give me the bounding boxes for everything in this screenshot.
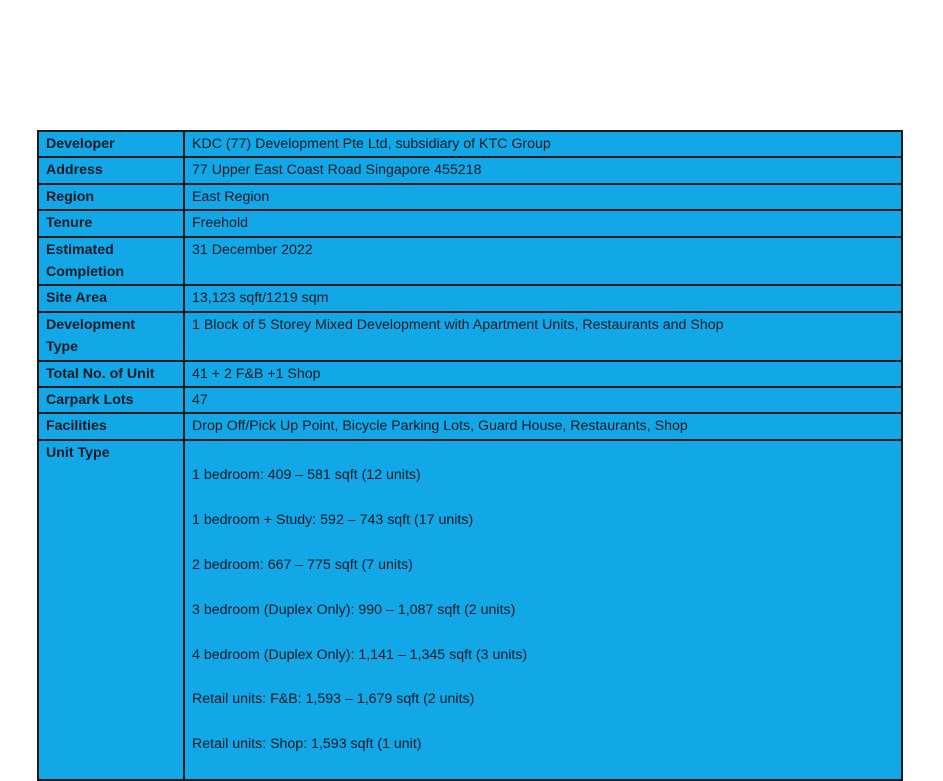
spec-table <box>39 130 901 781</box>
row-value-development-type: 1 Block of 5 Storey Mixed Development with Apartment Units, Restaurants and Shop <box>185 313 901 360</box>
project-details-table <box>37 130 903 781</box>
row-label-address: Address <box>39 158 185 182</box>
row-value-carpark-lots: 47 <box>185 388 901 412</box>
row-value-region: East Region <box>185 185 901 209</box>
unit-type-line: 2 bedroom: 667 – 775 sqft (7 units) <box>192 556 413 573</box>
unit-type-line: 1 bedroom + Study: 592 – 743 sqft (17 units) <box>192 512 474 529</box>
table-row <box>39 158 901 182</box>
table-row <box>39 132 901 156</box>
table-row <box>39 238 901 285</box>
row-value-site-area: 13,123 sqft/1219 sqm <box>185 286 901 310</box>
row-label-developer: Developer <box>39 132 185 156</box>
unit-type-line: 3 bedroom (Duplex Only): 990 – 1,087 sqft (2 units) <box>192 601 516 618</box>
row-label-facilities: Facilities <box>39 414 185 438</box>
row-label-carpark-lots: Carpark Lots <box>39 388 185 412</box>
row-value-facilities: Drop Off/Pick Up Point, Bicycle Parking Lots, Guard House, Restaurants, Shop <box>185 414 901 438</box>
row-value-estimated-completion: 31 December 2022 <box>185 238 901 285</box>
row-label-development-type: Development Type <box>39 313 185 360</box>
row-value-unit-type <box>185 441 901 779</box>
table-row <box>39 362 901 386</box>
table-row <box>39 185 901 209</box>
row-label-total-units: Total No. of Unit <box>39 362 185 386</box>
row-label-region: Region <box>39 185 185 209</box>
row-value-tenure: Freehold <box>185 211 901 235</box>
row-value-developer: KDC (77) Development Pte Ltd, subsidiary of KTC Group <box>185 132 901 156</box>
table-row <box>39 313 901 360</box>
table-row <box>39 388 901 412</box>
unit-type-line: 1 bedroom: 409 – 581 sqft (12 units) <box>192 467 421 484</box>
unit-type-line: Retail units: F&B: 1,593 – 1,679 sqft (2 units) <box>192 691 475 708</box>
row-label-unit-type: Unit Type <box>39 441 185 779</box>
table-row <box>39 286 901 310</box>
table-row <box>39 414 901 438</box>
row-value-address: 77 Upper East Coast Road Singapore 455218 <box>185 158 901 182</box>
row-label-estimated-completion: Estimated Completion <box>39 238 185 285</box>
unit-type-line: 4 bedroom (Duplex Only): 1,141 – 1,345 sqft (3 units) <box>192 646 528 663</box>
unit-type-line: Retail units: Shop: 1,593 sqft (1 unit) <box>192 736 422 753</box>
row-value-total-units: 41 + 2 F&B +1 Shop <box>185 362 901 386</box>
table-row <box>39 441 901 779</box>
table-row <box>39 211 901 235</box>
row-label-site-area: Site Area <box>39 286 185 310</box>
row-label-tenure: Tenure <box>39 211 185 235</box>
spec-table-body <box>39 132 901 779</box>
